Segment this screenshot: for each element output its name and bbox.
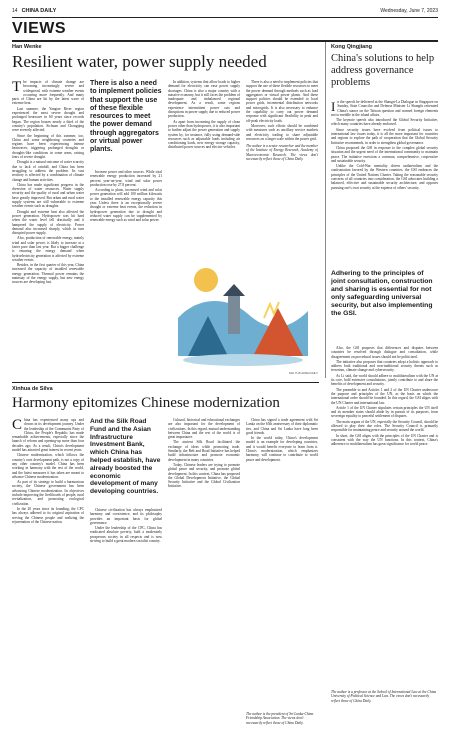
- paragraph: Since security issues have evolved from political issues to international law issues today, it is all the more important for countries and regions to explore the path of cooperation that the Global Security Initiative recommends, in order to strengthen global governance.: [331, 127, 438, 145]
- article1-col1: [12, 80, 84, 376]
- page-number: 14: [12, 8, 18, 14]
- paragraph: Moreover, such efforts should be combined with measures such as ancillary service markets and electricity trading to share adjustable resources on a larger scale within the power grid.: [246, 123, 318, 141]
- issue-date: Wednesday, June 7, 2023: [380, 8, 438, 14]
- article3-col1: [12, 418, 84, 738]
- paragraph: Increase power and other sources. While total renewable energy production increased by 21 percent year-on-year, wind and solar power production rose by 27.8 percent.: [90, 170, 162, 187]
- paragraph: China proposed the GSI in response to the complex global security situation and the urgent need of the international community to maintain peace. The initiative envisions a common, comprehensive, cooperative and sustainable security.: [331, 145, 438, 163]
- article2-headline: China's solutions to help address governance problems: [331, 53, 435, 88]
- paragraph: In the world today, China's development model is an example for developing countries, and it would benefit everyone to learn from it. China's modernization, which emphasizes harmony, will continue to contribute to world peace and development.: [246, 436, 318, 462]
- paragraph: Article 1 of the UN Charter stipulates certain principles the UN itself and its member states should abide by in pursuit of its purposes, from sovereign equality to peaceful settlement of disputes.: [331, 405, 438, 419]
- article1-col2: [90, 170, 162, 376]
- article3-pull-quote: And the Silk Road Fund and the Asian Infrastructure Investment Bank, which China has helped establish, have already boosted the economic development of many developing countries.: [90, 418, 161, 496]
- paragraph: The initiative also proposes that countries adopt a holistic approach to address both traditional and non-traditional security threats such as terrorism, climate change and cybersecurity.: [331, 359, 438, 373]
- paragraph: The ancient Silk Road facilitated the exchange of ideas while promoting trade. Similarly, the Belt and Road Initiative has helped build infrastructure and promote economic development in many countries.: [168, 440, 240, 462]
- paragraph: According to plans, increased wind and solar power generation will add 100 million kilowatts to the installed renewable energy capacity this year. Unless there is an exceptionally severe drought or extreme heat events, the reduction in hydropower generation due to drought and reduced water supply can be supplemented by renewable energy such as wind and solar power.: [90, 188, 162, 223]
- paragraph: Chinese civilization has always emphasized harmony and coexistence, and its philosophy provides an important basis for global governance.: [90, 508, 162, 525]
- masthead: [12, 6, 438, 16]
- article2-author-note: The author is a professor at the School of International Law at the China University of Political Science and Law. The views don't necessarily reflect those of China Daily.: [331, 690, 437, 703]
- dropcap: T: [12, 80, 22, 95]
- article3-col2: [90, 508, 162, 738]
- paragraph: he impacts of climate change are becoming increasingly severe and widespread, with extreme weather events occurring more frequently. And many parts of China are hit by the latest wave of extreme heat.: [12, 80, 84, 106]
- article1-headline: Resilient water, power supply needed: [12, 52, 267, 71]
- masthead-rule: [12, 17, 438, 18]
- cartoon-svg: [168, 256, 318, 370]
- article3-headline: Harmony epitomizes Chinese modernization: [12, 395, 280, 411]
- paragraph: There is also a need to implement policies that support the use of these flexible resources to meet the power demand through methods such as load aggregators or virtual power plants. And these support policies should be extended to local power grids, incremental distribution networks and microgrids. It is also necessary to enhance the capability to carry out power demand response with significant flexibility in peak and off-peak electricity loads.: [246, 80, 318, 123]
- article2-col-bottom: [331, 346, 438, 686]
- paragraph: In addition, systems that allow loads to higher demand for electricity can ease power supply shortages. China is also a major country with a massive economy, but it still faces the problem of inadequate and imbalanced regional development. As a result, some regions experience intermittent power cuts and disruptions in power supply due to reduced power production.: [168, 80, 240, 119]
- paragraph: n the speech he delivered at the Shangri-La Dialogue in Singapore on Sunday, State Councilor and Defense Minister Li Shangfu reiterated China's stance on the Taiwan question and warned foreign elements not to meddle in the island affairs.: [331, 100, 438, 117]
- paragraph: Since the beginning of this summer, too, China and some neighboring countries and regions have been experiencing intense heatwaves, triggering prolonged droughts or droughts-like conditions in some areas, raising fears of severe drought.: [12, 133, 84, 160]
- paragraph: As Li said, the world should adhere to multilateralism with the UN at its core, hold extensive consultations, jointly contribute to and share the benefits of development and security.: [331, 373, 438, 387]
- paragraph: Drought and extreme heat also affected the power generation. Hydropower was hit hard when the water level fell drastically and it hampered the supply of electricity. Power demand also increased sharply, which in turn disrupted power supply.: [12, 209, 84, 236]
- paragraph: Also, production of renewable energy, mainly wind and solar power, is likely to increase at a faster pace than last year. But a bigger challenge is ensuring the energy demand when hydroelectricity generation is affected by extreme weather events.: [12, 236, 84, 262]
- article1-pull-quote: There is also a need to implement policies that support the use of these flexible resources to meet the power demand through aggregators or virtual power plants.: [90, 80, 162, 154]
- image-caption: SHI YU/CHINA DAILY: [288, 371, 318, 375]
- article1-col4: [246, 80, 318, 252]
- paragraph: In the 20 years since its founding, the CPC has always adhered to its original aspiration of serving the Chinese people and realizing the rejuvenation of the Chinese nation.: [12, 506, 84, 524]
- paragraph: China has signed a trade agreement with Sri Lanka on the 65th anniversary of their diplomatic ties, and China and Sri Lanka have long been good friends.: [246, 418, 318, 435]
- paragraph: In short, the GSI aligns with the principles of the UN Charter and is consistent with the way the UN functions. In this context, China's adherence to multilateralism has great significance for world peace.: [331, 433, 438, 447]
- paragraph: hina has experienced many ups and downs in its development journey. Under the leadership of the Communist Party of China, the People's Republic has made remarkable achievements, especially since the launch of reform and opening-up more than four decades ago. As a result, China's development model has attracted great interest in recent years.: [12, 418, 84, 453]
- paragraph: Under the leadership of the CPC, China has eradicated absolute poverty, built a moderately prosperous society in all respects and is now striving to build a great modern socialist country.: [90, 526, 162, 544]
- section-title: VIEWS: [12, 20, 67, 37]
- article2-author: Kong Qingjiang: [331, 44, 372, 50]
- column-divider: [325, 42, 326, 378]
- article1-author-note: The author is a senior researcher and the member of the Institute of Energy Research, Academy of Macroeconomic Research. The views don't necessarily reflect those of China Daily.: [246, 144, 318, 162]
- paragraph: As part of its strategy to build a harmonious society, the Chinese government has been advancing Chinese modernization. Its objectives include improving the livelihoods of people, rural revitalization, and promoting ecological civilization.: [12, 480, 84, 506]
- paragraph: Chinese modernization, which follows the country's own development path, is not a copy of any other country's model. China has been working in harmony with the rest of the world, and the latest measures it has taken are meant to advance Chinese modernization.: [12, 453, 84, 479]
- paragraph: Besides, in the first quarter of this year, China increased the capacity of installed renewable energy generation. Thermal power remains the mainstay of the energy supply, but new energy sources are developing fast.: [12, 263, 84, 285]
- article2-col-top: [331, 100, 438, 267]
- article1-col3: [168, 80, 240, 252]
- paragraph: Today, Chinese leaders are trying to promote global peace and security, and promote global development. In this context, China has proposed the Global Development Initiative, the Global Security Initiative and the Global Civilization Initiative.: [168, 462, 240, 489]
- paragraph: As apart from increasing the supply of clean power other than hydropower, it is also important to further adjust the power generation and supply system by, for instance, fully using demand-side resources such as adjustable loads including air conditioning loads, new energy storage capacity, distributed power sources and electric vehicles.: [168, 119, 240, 150]
- paragraph: Unlike the Cold-War mentality driven unilateralism and the confrontation favored by the Western countries, the GSI embraces the principles of the United Nations Charter. Taking the reasonable security concerns of all countries into consideration, the GSI advocates building a balanced, effective and sustainable security architecture, and opposes pursuing one's own security at the expense of others' security.: [331, 164, 438, 190]
- paragraph: Last summer, the Yangtze River region experienced the most severe drought and prolonged heatwave in 60 years since records began. The region houses nearly a third of the country's population. Sichuan and Chongqing were severely affected.: [12, 106, 84, 133]
- paragraph: China has made significant progress in the diversion of water resources. Water supply security and the quality of rural and urban water have greatly improved. But urban and rural water supply systems are still vulnerable to extreme weather events such as droughts.: [12, 182, 84, 209]
- paragraph: The main organs of the UN, especially the Security Council, should be allowed to play their due roles. The Security Council is primarily responsible for maintaining peace and security around the world.: [331, 419, 438, 433]
- article3-rule: [12, 382, 319, 383]
- article3-col3: [168, 418, 240, 738]
- dropcap: C: [12, 418, 23, 433]
- cartoon-illustration: [168, 256, 318, 370]
- article1-author: Han Wenke: [12, 44, 42, 50]
- paragraph: Also, the GSI proposes that differences and disputes between countries be resolved through dialogue and consultation, while disagreement on procedural issues should not be politicized.: [331, 346, 438, 359]
- chinadaily-logo: CHINA DAILY: [21, 8, 57, 14]
- paragraph: The keynote speech also introduced the Global Security Initiative, which many countries have already endorsed.: [331, 118, 438, 127]
- paragraph: The preamble to and Articles 1 and 2 of the UN Charter underscore the purpose and principles of the UN, as the basis on which the international order should be founded. In this regard, the GSI aligns with the UN Charter and international law.: [331, 387, 438, 405]
- article3-author: Xinhua de Silva: [12, 386, 53, 392]
- article3-author-note: The author is the president of Sri Lanka-China Friendship Association. The views don't necessarily reflect those of China Daily.: [246, 712, 314, 725]
- dropcap: I: [331, 100, 336, 114]
- section-rule: [12, 40, 438, 42]
- paragraph: Drought is a natural outcome of water scarcity due to lack of rainfall, and China has been struggling to address the problem. Its vast territory is affected by a combination of climate change and human activities.: [12, 160, 84, 182]
- article3-col4: [246, 418, 318, 708]
- paragraph: Cultural, historical and educational exchanges are also important for the development of civilizations. In this regard, mutual understanding between China and the rest of the world is of great importance.: [168, 418, 240, 440]
- article2-pull-quote: Adhering to the principles of joint consultation, construction and sharing is essential for not only safeguarding universal security, but also implementing the GSI.: [331, 270, 433, 317]
